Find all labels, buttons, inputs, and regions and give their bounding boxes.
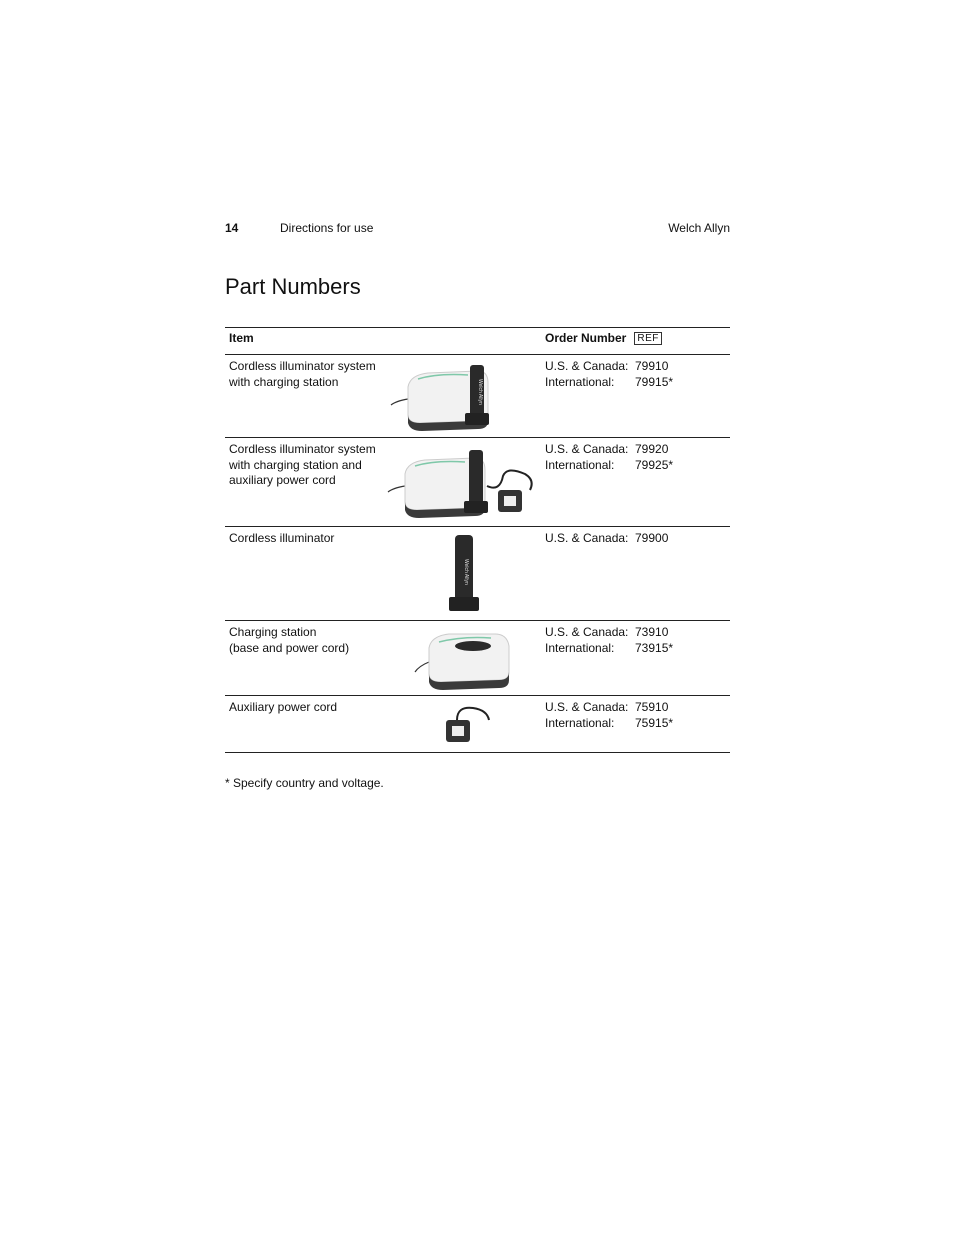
part-number: 73915*: [635, 640, 674, 655]
region-label: International:: [545, 374, 615, 389]
illuminator-icon: [443, 533, 487, 617]
charging-station-icon: [413, 626, 513, 692]
order-numbers: [545, 442, 673, 473]
table-row: [225, 621, 730, 696]
column-header-order-number: [545, 331, 662, 347]
svg-text:Welch Allyn: Welch Allyn: [463, 559, 469, 585]
charger-with-illuminator-icon: [388, 361, 538, 435]
item-description: Cordless illuminator system with charging station and auxiliary power cord: [229, 442, 376, 487]
power-cord-icon: [443, 702, 493, 748]
order-numbers: [545, 359, 673, 390]
part-number: 79910: [635, 359, 669, 373]
order-number-line: [545, 641, 673, 657]
order-number-line: [545, 625, 673, 641]
order-number-line: [545, 442, 673, 458]
table-row: [225, 696, 730, 753]
page-number: 14: [225, 221, 239, 235]
order-numbers: [545, 625, 673, 656]
table-row: [225, 438, 730, 527]
brand-name: Welch Allyn: [668, 221, 730, 235]
item-description: Cordless illuminator system with charging station: [229, 359, 376, 389]
order-number-line: [545, 359, 673, 375]
table-row: [225, 355, 730, 438]
column-header-item: Item: [229, 331, 254, 345]
region-label: U.S. & Canada:: [545, 700, 629, 714]
order-number-line: [545, 531, 668, 547]
table-row: [225, 527, 730, 621]
part-numbers-table: [225, 327, 730, 753]
item-description: Auxiliary power cord: [229, 700, 338, 714]
region-label: International:: [545, 640, 615, 655]
order-number-label: Order Number: [545, 331, 627, 345]
table-header-row: [225, 328, 730, 355]
order-numbers: [545, 531, 668, 547]
charger-illuminator-and-power-cord-icon: [385, 446, 540, 524]
order-number-line: [545, 458, 673, 474]
page-header: [225, 221, 730, 237]
part-number: 79925*: [635, 457, 674, 472]
region-label: U.S. & Canada:: [545, 531, 629, 545]
region-label: International:: [545, 715, 615, 730]
region-label: U.S. & Canada:: [545, 442, 629, 456]
order-number-line: [545, 700, 673, 716]
ref-symbol: REF: [634, 332, 662, 345]
item-description: Cordless illuminator: [229, 531, 335, 545]
order-numbers: [545, 700, 673, 731]
part-number: 79920: [635, 442, 669, 456]
region-label: U.S. & Canada:: [545, 359, 629, 373]
svg-text:Welch Allyn: Welch Allyn: [477, 379, 483, 405]
order-number-line: [545, 375, 673, 391]
order-number-line: [545, 716, 673, 732]
part-number: 73910: [635, 625, 669, 639]
item-description: Charging station (base and power cord): [229, 625, 350, 655]
region-label: U.S. & Canada:: [545, 625, 629, 639]
part-number: 75915*: [635, 715, 674, 730]
page-title: Part Numbers: [225, 274, 361, 299]
part-number: 75910: [635, 700, 669, 714]
document-title: Directions for use: [280, 221, 374, 235]
part-number: 79900: [635, 531, 669, 545]
footnote: * Specify country and voltage.: [225, 776, 384, 790]
part-number: 79915*: [635, 374, 674, 389]
region-label: International:: [545, 457, 615, 472]
